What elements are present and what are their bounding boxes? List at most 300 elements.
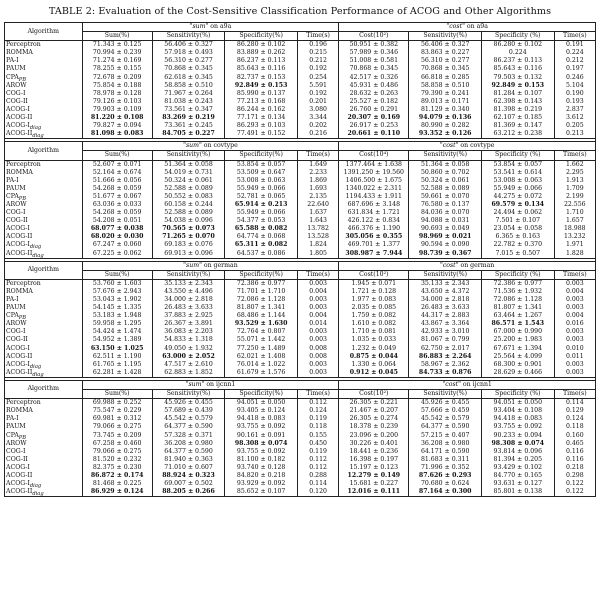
- algorithm-header: Algorithm: [5, 142, 83, 160]
- algorithm-name: ACOG-$II_{diag}$: [6, 368, 44, 378]
- cost-column-2: [481, 160, 554, 258]
- table-cell-value: 0.003: [565, 336, 584, 344]
- table-cell-value: 54.268 ± 0.059: [92, 184, 142, 192]
- table-cell-value: 75.547 ± 0.229: [92, 407, 142, 415]
- table-cell-value: 93.352 ± 0.126: [418, 130, 472, 138]
- table-cell-value: 1.710 ± 0.081: [351, 328, 397, 336]
- table-cell-value: 0.112: [309, 399, 327, 407]
- table-cell-value: 0.010: [565, 344, 584, 352]
- table-cell-value: 15.197 ± 0.123: [349, 463, 399, 471]
- table-cell-value: 0.004: [565, 312, 584, 320]
- table-cell-value: 1.709: [565, 184, 584, 192]
- table-cell-value: 62.511 ± 1.190: [92, 352, 142, 360]
- column-header: Cost(10²): [339, 270, 409, 279]
- table-cell-value: 22.556: [563, 200, 586, 208]
- table-cell-value: 61.679 ± 1.576: [236, 368, 286, 376]
- table-cell-value: 93.929 ± 0.092: [236, 480, 286, 488]
- table-cell-value: 90.161 ± 0.091: [236, 431, 286, 439]
- table-cell-value: 0.192: [309, 65, 327, 73]
- algorithm-name: AROW: [6, 81, 27, 89]
- cost-column-1: [409, 160, 482, 258]
- table-cell-value: 0.196: [309, 41, 327, 49]
- table-cell-value: 57.689 ± 0.439: [164, 407, 213, 415]
- algorithm-name: COG-I: [6, 209, 26, 217]
- table-cell-value: 50.951 ± 0.382: [349, 41, 399, 49]
- table-cell-value: 26.917 ± 0.253: [349, 122, 399, 130]
- table-cell-value: 86.883 ± 2.264: [418, 352, 472, 360]
- column-header: Specificity(%): [225, 151, 298, 160]
- section-title-row: [5, 23, 596, 32]
- table-cell-value: 84.770 ± 0.165: [493, 471, 543, 479]
- table-cell-value: 53.509 ± 0.647: [236, 168, 286, 176]
- cost-column-0: [339, 399, 409, 497]
- column-header-row: [5, 32, 596, 41]
- table-cell-value: 0.875 ± 0.044: [349, 352, 398, 360]
- table-cell-value: 54.952 ± 1.389: [92, 336, 142, 344]
- table-cell-value: 1391.250 ± 19.560: [343, 168, 404, 176]
- cost-dataset-title: "cost" on covtype: [339, 142, 596, 151]
- table-cell-value: 1.710: [565, 209, 584, 217]
- table-cell-value: 69.913 ± 0.096: [164, 249, 213, 257]
- table-cell-value: 81.369 ± 0.147: [493, 122, 543, 130]
- table-cell-value: 0.003: [565, 328, 584, 336]
- table-cell-value: 23.054 ± 0.058: [493, 225, 543, 233]
- table-cell-value: 53.541 ± 0.614: [493, 168, 543, 176]
- table-cell-value: 0.129: [565, 407, 584, 415]
- table-cell-value: 58.858 ± 0.510: [164, 81, 213, 89]
- table-cell-value: 44.317 ± 2.883: [420, 312, 470, 320]
- table-cell-value: 71.343 ± 0.125: [92, 41, 142, 49]
- column-header: Sensitivity(%): [152, 390, 225, 399]
- algorithm-name: PA-I: [6, 57, 19, 65]
- table-cell-value: 94.051 ± 0.050: [493, 399, 543, 407]
- table-cell-value: 0.212: [565, 57, 584, 65]
- table-cell-value: 54.208 ± 0.051: [92, 217, 142, 225]
- column-header: Time(s): [554, 151, 595, 160]
- table-cell-value: 65.914 ± 0.213: [234, 200, 288, 208]
- table-cell-value: 1.693: [309, 184, 327, 192]
- table-cell-value: 52.781 ± 0.065: [236, 192, 286, 200]
- table-cell-value: 64.774 ± 0.068: [236, 233, 286, 241]
- table-cell-value: 0.224: [565, 49, 584, 57]
- table-cell-value: 1.913: [565, 176, 584, 184]
- cost-column-3: [554, 41, 595, 139]
- table-cell-value: 83.269 ± 0.219: [162, 114, 215, 122]
- table-cell-value: 54.268 ± 0.059: [92, 209, 142, 217]
- algorithm-name: COG-I: [6, 447, 26, 455]
- table-cell-value: 67.225 ± 0.062: [92, 249, 142, 257]
- table-cell-value: 81.520 ± 0.232: [92, 455, 142, 463]
- table-cell-value: 0.218: [565, 463, 584, 471]
- table-cell-value: 466.376 ± 1.190: [347, 225, 401, 233]
- column-header: Cost(10⁴): [339, 151, 409, 160]
- column-header: Sensitivity(%): [409, 151, 482, 160]
- table-cell-value: 62.107 ± 0.185: [493, 114, 543, 122]
- table-cell-value: 53.043 ± 1.902: [92, 296, 142, 303]
- table-cell-value: 90.233 ± 0.094: [493, 431, 543, 439]
- table-cell-value: 84.705 ± 0.227: [162, 130, 215, 138]
- sum-column-3: [297, 399, 338, 497]
- table-cell-value: 86.280 ± 0.102: [493, 41, 543, 49]
- table-cell-value: 30.226 ± 0.401: [349, 439, 399, 447]
- table-cell-value: 76.580 ± 0.137: [420, 200, 470, 208]
- table-cell-value: 73.745 ± 0.209: [92, 431, 142, 439]
- table-cell-value: 54.038 ± 0.096: [164, 217, 213, 225]
- table-cell-value: 52.164 ± 0.674: [92, 168, 142, 176]
- section-body-row: [5, 279, 596, 377]
- algorithm-name: ACOG-$I_{diag}$: [6, 360, 42, 370]
- table-cell-value: 56.310 ± 0.277: [164, 57, 213, 65]
- table-cell-value: 23.096 ± 0.200: [349, 431, 399, 439]
- table-cell-value: 93.814 ± 0.096: [493, 447, 543, 455]
- table-cell-value: 86.280 ± 0.102: [236, 41, 286, 49]
- table-cell-value: 0.119: [309, 415, 327, 423]
- table-cell-value: 22.782 ± 0.370: [493, 241, 543, 249]
- table-cell-value: 64.537 ± 0.086: [236, 249, 286, 257]
- table-cell-value: 5.591: [309, 81, 327, 89]
- algorithm-name: ROMMA: [6, 407, 33, 415]
- table-cell-value: 71.967 ± 0.264: [164, 89, 213, 97]
- table-cell-value: 15.681 ± 0.227: [349, 480, 399, 488]
- sum-column-2: [225, 160, 298, 258]
- table-cell-value: 45.926 ± 0.455: [164, 399, 213, 407]
- table-cell-value: 81.807 ± 1.341: [236, 304, 286, 312]
- sum-dataset-title: "sum" on covtype: [82, 142, 339, 151]
- table-cell-value: 59.958 ± 1.295: [92, 320, 142, 328]
- sum-column-1: [152, 41, 225, 139]
- table-cell-value: 2.199: [565, 192, 584, 200]
- cost-column-0: [339, 160, 409, 258]
- table-cell-value: 0.004: [565, 287, 584, 295]
- table-cell-value: 2.135: [309, 192, 327, 200]
- table-cell-value: 1.945 ± 0.071: [351, 279, 397, 287]
- table-cell-value: 0.124: [309, 407, 327, 415]
- table-cell-value: 22.640: [307, 200, 329, 208]
- column-header: Cost(10²): [339, 390, 409, 399]
- table-cell-value: 84.820 ± 0.218: [236, 471, 286, 479]
- table-cell-value: 0.212: [309, 57, 327, 65]
- table-cell-value: 84.733 ± 0.876: [418, 368, 472, 376]
- column-header: Time(s): [554, 32, 595, 41]
- cost-column-2: [481, 41, 554, 139]
- table-cell-value: 45.542 ± 0.579: [420, 415, 470, 423]
- table-cell-value: 52.588 ± 0.089: [420, 184, 470, 192]
- table-cell-value: 0.465: [565, 439, 584, 447]
- table-cell-value: 63.464 ± 1.267: [493, 312, 543, 320]
- table-cell-value: 0.008: [309, 344, 327, 352]
- table-cell-value: 79.827 ± 0.094: [92, 122, 142, 130]
- table-cell-value: 57.918 ± 0.493: [164, 49, 213, 57]
- table-cell-value: 0.213: [565, 130, 584, 138]
- table-cell-value: 93.404 ± 0.108: [493, 407, 543, 415]
- table-cell-value: 63.150 ± 1.025: [90, 344, 144, 352]
- table-cell-value: 20.661 ± 0.110: [347, 130, 401, 138]
- algorithm-name: COG-I: [6, 328, 26, 336]
- table-cell-value: 0.193: [565, 97, 584, 105]
- table-cell-value: 81.284 ± 0.107: [493, 89, 543, 97]
- table-cell-value: 0.008: [309, 352, 327, 360]
- table-cell-value: 0.201: [309, 97, 327, 105]
- table-cell-value: 0.003: [309, 368, 327, 376]
- results-table: [4, 22, 596, 497]
- table-cell-value: 70.868 ± 0.345: [349, 65, 399, 73]
- table-cell-value: 0.003: [565, 304, 584, 312]
- sum-dataset-title: "sum" on ijcnn1: [82, 380, 339, 389]
- table-cell-value: 81.129 ± 0.340: [420, 105, 470, 113]
- table-cell-value: 70.868 ± 0.345: [420, 65, 470, 73]
- table-cell-value: 71.996 ± 0.352: [420, 463, 470, 471]
- table-cell-value: 68.077 ± 0.038: [90, 225, 144, 233]
- table-cell-value: 63.000 ± 2.052: [162, 352, 215, 360]
- table-cell-value: 2.837: [565, 105, 584, 113]
- table-cell-value: 1.869: [309, 176, 327, 184]
- table-cell-value: 631.834 ± 1.721: [347, 209, 401, 217]
- cost-column-1: [409, 279, 482, 377]
- algorithm-name: ROMMA: [6, 168, 33, 176]
- algorithm-name: PA-I: [6, 296, 19, 303]
- table-cell-value: 50.860 ± 0.702: [420, 168, 470, 176]
- table-cell-value: 57.676 ± 2.943: [92, 287, 142, 295]
- table-cell-value: 87.164 ± 0.300: [418, 488, 472, 496]
- algorithm-name: ACOG-$I_{diag}$: [6, 480, 42, 490]
- table-cell-value: 78.255 ± 0.155: [92, 65, 142, 73]
- sum-column-3: [297, 279, 338, 377]
- table-cell-value: 60.158 ± 0.244: [164, 200, 213, 208]
- cost-dataset-title: "cost" on german: [339, 261, 596, 270]
- table-cell-value: 68.020 ± 0.030: [90, 233, 144, 241]
- table-cell-value: 1.721 ± 0.128: [351, 287, 397, 295]
- algorithm-name: ACOG-$II_{diag}$: [6, 488, 44, 497]
- column-header: Sensitivity(%): [409, 32, 482, 41]
- column-header-row: [5, 151, 596, 160]
- algorithm-name: ACOG-II: [6, 352, 33, 360]
- algorithm-name: $CPA_{PB}$: [6, 312, 27, 322]
- column-header: Sensitivity(%): [409, 390, 482, 399]
- table-cell-value: 78.978 ± 0.128: [92, 89, 142, 97]
- table-cell-value: 0.114: [565, 399, 584, 407]
- table-cell-value: 0.246: [565, 73, 584, 81]
- table-cell-value: 0.122: [565, 480, 584, 488]
- table-cell-value: 1.824: [309, 241, 327, 249]
- table-cell-value: 70.868 ± 0.345: [164, 65, 213, 73]
- table-cell-value: 53.008 ± 0.063: [236, 176, 286, 184]
- algorithm-name: ACOG-II: [6, 233, 33, 241]
- table-cell-value: 1.232 ± 0.049: [351, 344, 397, 352]
- sum-column-2: [225, 279, 298, 377]
- table-cell-value: 62.883 ± 1.852: [164, 368, 213, 376]
- table-cell-value: 93.755 ± 0.092: [493, 423, 543, 431]
- table-cell-value: 2.035 ± 0.085: [351, 304, 397, 312]
- table-cell-value: 47.517 ± 2.610: [164, 360, 213, 368]
- table-cell-value: 61.765 ± 1.195: [92, 360, 142, 368]
- table-cell-value: 81.683 ± 0.311: [420, 455, 470, 463]
- table-cell-value: 1.035 ± 0.033: [351, 336, 397, 344]
- table-cell-value: 86.929 ± 0.124: [90, 488, 144, 496]
- sum-column-3: [297, 160, 338, 258]
- table-cell-value: 43.650 ± 4.372: [420, 287, 470, 295]
- table-cell-value: 63.212 ± 0.238: [493, 130, 543, 138]
- table-cell-value: 51.364 ± 0.058: [164, 160, 213, 168]
- table-cell-value: 0.003: [565, 279, 584, 287]
- section-body-row: [5, 160, 596, 258]
- table-cell-value: 42.517 ± 0.326: [349, 73, 399, 81]
- table-cell-value: 64.377 ± 0.590: [164, 423, 213, 431]
- table-cell-value: 81.394 ± 0.205: [493, 455, 543, 463]
- table-cell-value: 71.536 ± 1.932: [493, 287, 543, 295]
- table-cell-value: 0.003: [309, 336, 327, 344]
- table-cell-value: 94.051 ± 0.050: [236, 399, 286, 407]
- table-cell-value: 93.529 ± 1.630: [234, 320, 288, 328]
- table-cell-value: 0.118: [309, 423, 327, 431]
- sum-column-2: [225, 399, 298, 497]
- table-cell-value: 0.003: [309, 328, 327, 336]
- column-header: Time(s): [297, 151, 338, 160]
- table-cell-value: 72.678 ± 0.209: [92, 73, 142, 81]
- table-cell-value: 42.933 ± 3.010: [420, 328, 470, 336]
- table-cell-value: 36.208 ± 0.980: [420, 439, 470, 447]
- table-cell-value: 308.987 ± 7.944: [345, 249, 403, 257]
- table-cell-value: 81.940 ± 0.363: [164, 455, 213, 463]
- table-cell-value: 81.468 ± 0.225: [92, 480, 142, 488]
- column-header: Sensitivity(%): [152, 32, 225, 41]
- table-cell-value: 0.254: [309, 73, 327, 81]
- column-header: Sensitivity(%): [152, 151, 225, 160]
- table-cell-value: 7.501 ± 0.107: [495, 217, 541, 225]
- table-cell-value: 36.083 ± 2.203: [164, 328, 213, 336]
- table-cell-value: 1.805: [309, 249, 327, 257]
- table-cell-value: 73.561 ± 0.347: [164, 105, 213, 113]
- column-header: Time(s): [554, 390, 595, 399]
- table-cell-value: 52.607 ± 0.071: [92, 160, 142, 168]
- algorithm-name: $CPA_{PB}$: [6, 192, 27, 203]
- table-cell-value: 72.086 ± 1.128: [236, 296, 286, 303]
- table-cell-value: 1.977 ± 0.083: [351, 296, 397, 303]
- table-cell-value: 86.244 ± 0.162: [236, 105, 286, 113]
- cost-column-0: [339, 279, 409, 377]
- algorithm-header: Algorithm: [5, 380, 83, 398]
- table-cell-value: 53.760 ± 1.603: [92, 279, 142, 287]
- table-cell-value: 2.295: [565, 168, 584, 176]
- algorithm-names: [5, 399, 83, 497]
- table-cell-value: 79.903 ± 0.109: [92, 105, 142, 113]
- table-cell-value: 51.364 ± 0.058: [420, 160, 470, 168]
- table-cell-value: 64.377 ± 0.590: [420, 423, 470, 431]
- table-cell-value: 7.015 ± 0.507: [495, 249, 541, 257]
- table-cell-value: 0.003: [309, 304, 327, 312]
- table-cell-value: 62.281 ± 1.428: [92, 368, 142, 376]
- table-cell-value: 86.237 ± 0.113: [236, 57, 286, 65]
- algorithm-name: PA-I: [6, 176, 19, 184]
- table-cell-value: 0.003: [309, 296, 327, 303]
- section-body-row: [5, 41, 596, 139]
- algorithm-name: PAUM: [6, 304, 26, 312]
- table-cell-value: 54.019 ± 0.731: [164, 168, 213, 176]
- table-cell-value: 0.124: [565, 415, 584, 423]
- table-cell-value: 0.004: [309, 287, 327, 295]
- algorithm-name: PAUM: [6, 423, 26, 431]
- table-cell-value: 79.126 ± 0.103: [92, 97, 142, 105]
- section-title-row: [5, 261, 596, 270]
- table-cell-value: 55.949 ± 0.066: [493, 184, 543, 192]
- table-cell-value: 18.441 ± 0.236: [349, 447, 399, 455]
- sum-dataset-title: "sum" on a9a: [82, 23, 339, 32]
- table-cell-value: 65.311 ± 0.082: [234, 241, 288, 249]
- table-cell-value: 94.418 ± 0.083: [236, 415, 286, 423]
- algorithm-name: ACOG-I: [6, 344, 30, 352]
- table-cell-value: 98.308 ± 0.074: [491, 439, 545, 447]
- column-header: Cost(10²): [339, 32, 409, 41]
- column-header: Time(s): [554, 270, 595, 279]
- table-cell-value: 56.310 ± 0.277: [420, 57, 470, 65]
- algorithm-header: Algorithm: [5, 23, 83, 41]
- table-cell-value: 98.739 ± 0.367: [418, 249, 472, 257]
- cost-column-3: [554, 399, 595, 497]
- column-header: Specificity(%): [225, 32, 298, 41]
- table-cell-value: 86.872 ± 0.174: [90, 471, 144, 479]
- algorithm-name: $CPA_{PB}$: [6, 431, 27, 441]
- sum-column-1: [152, 160, 225, 258]
- table-cell-value: 13.232: [563, 233, 586, 241]
- table-cell-value: 79.066 ± 0.275: [92, 447, 142, 455]
- column-header: Specificity (%): [481, 151, 554, 160]
- algorithm-header: Algorithm: [5, 261, 83, 279]
- table-cell-value: 55.071 ± 1.442: [236, 336, 286, 344]
- cost-column-3: [554, 279, 595, 377]
- table-cell-value: 71.701 ± 1.710: [236, 287, 286, 295]
- table-cell-value: 68.486 ± 1.144: [236, 312, 286, 320]
- table-cell-value: 13.782: [307, 225, 329, 233]
- table-cell-value: 0.160: [565, 431, 584, 439]
- table-cell-value: 0.003: [565, 296, 584, 303]
- table-cell-value: 79.066 ± 0.275: [92, 423, 142, 431]
- table-cell-value: 45.542 ± 0.579: [164, 415, 213, 423]
- sum-dataset-title: "sum" on german: [82, 261, 339, 270]
- algorithm-name: ROMMA: [6, 287, 33, 295]
- algorithm-name: PA-I: [6, 415, 19, 423]
- cost-column-1: [409, 399, 482, 497]
- table-cell-value: 55.949 ± 0.066: [236, 209, 286, 217]
- column-header: Specificity (%): [481, 32, 554, 41]
- table-cell-value: 25.527 ± 0.182: [349, 97, 399, 105]
- table-cell-value: 0.215: [309, 49, 327, 57]
- algorithm-name: COG-II: [6, 217, 28, 225]
- column-header: Time(s): [297, 32, 338, 41]
- table-cell-value: 0.120: [309, 488, 327, 496]
- table-cell-value: 71.010 ± 0.607: [164, 463, 213, 471]
- table-cell-value: 50.324 ± 0.061: [164, 176, 213, 184]
- table-cell-value: 57.666 ± 0.459: [420, 407, 470, 415]
- paper-page: [4, 6, 596, 497]
- section-title-row: [5, 380, 596, 389]
- column-header-row: [5, 270, 596, 279]
- table-cell-value: 77.213 ± 0.168: [236, 97, 286, 105]
- table-cell-value: 69.579 ± 0.134: [491, 200, 545, 208]
- table-cell-value: 24.494 ± 0.062: [493, 209, 543, 217]
- table-cell-value: 94.418 ± 0.083: [493, 415, 543, 423]
- table-cell-value: 53.183 ± 1.948: [92, 312, 142, 320]
- table-cell-value: 85.801 ± 0.138: [493, 488, 543, 496]
- algorithm-names: [5, 41, 83, 139]
- table-cell-value: 81.807 ± 1.341: [493, 304, 543, 312]
- table-cell-value: 1340.022 ± 2.311: [345, 184, 402, 192]
- table-cell-value: 0.450: [309, 439, 327, 447]
- table-cell-value: 89.013 ± 0.171: [420, 97, 470, 105]
- table-cell-value: 26.483 ± 3.633: [164, 304, 213, 312]
- algorithm-name: PAUM: [6, 184, 26, 192]
- table-cell-value: 0.114: [309, 480, 327, 488]
- table-caption: TABLE 2: Evaluation of the Cost-Sensitive Classification Performance of ACOG and Other Algorithms: [48, 6, 552, 17]
- table-cell-value: 79.390 ± 0.241: [420, 89, 470, 97]
